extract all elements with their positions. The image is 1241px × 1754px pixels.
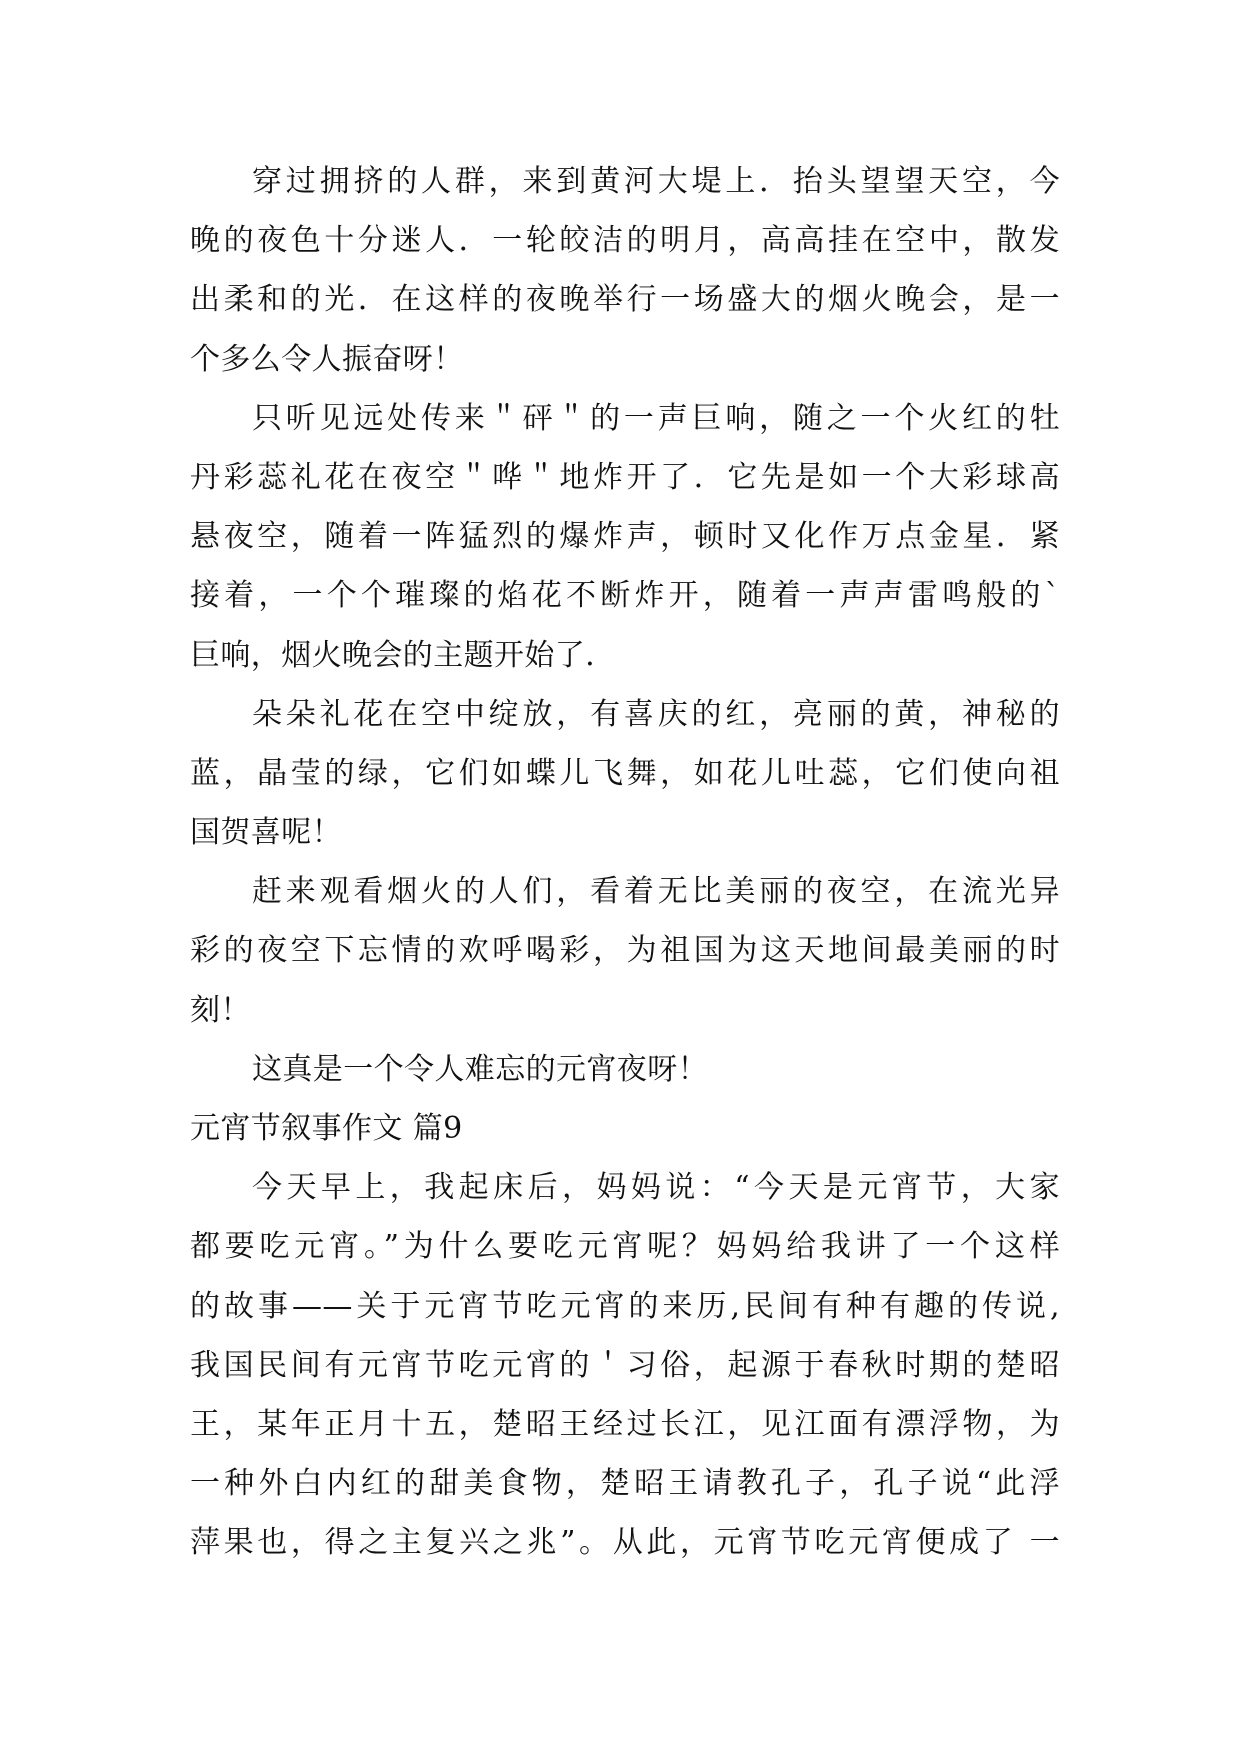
text-line: 国贺喜呢！ <box>190 815 342 851</box>
document-body <box>190 152 1060 1573</box>
text-line: 只听见远处传来＂砰＂的一声巨响，随之一个火红的牡 <box>252 400 1060 436</box>
text-line: 一种外白内红的甜美食物，楚昭王请教孔子，孔子说“此浮 <box>190 1466 1060 1502</box>
text-line: 穿过拥挤的人群，来到黄河大堤上．抬头望望天空，今 <box>252 164 1060 199</box>
text-line: 个多么令人振奋呀！ <box>190 341 464 377</box>
section-heading: 元宵节叙事作文 篇9 <box>190 1111 463 1146</box>
text-line: 朵朵礼花在空中绽放，有喜庆的红，亮丽的黄，神秘的 <box>252 696 1060 732</box>
text-line: 萍果也，得之主复兴之兆”。从此，元宵节吃元宵便成了 一 <box>190 1525 1060 1561</box>
text-line: 赶来观看烟火的人们，看着无比美丽的夜空，在流光异 <box>252 874 1060 910</box>
text-line: 丹彩蕊礼花在夜空＂哗＂地炸开了．它先是如一个大彩球高 <box>190 459 1060 495</box>
text-line: 接着，一个个璀璨的焰花不断炸开，随着一声声雷鸣般的` <box>190 578 1060 614</box>
text-line: 这真是一个令人难忘的元宵夜呀！ <box>252 1051 708 1087</box>
text-line: 都要吃元宵。”为什么要吃元宵呢？妈妈给我讲了一个这样 <box>190 1229 1060 1265</box>
text-line: 彩的夜空下忘情的欢呼喝彩，为祖国为这天地间最美丽的时 <box>190 933 1060 969</box>
text-line: 我国民间有元宵节吃元宵的＇习俗，起源于春秋时期的楚昭 <box>190 1347 1060 1383</box>
text-line: 刻！ <box>190 992 251 1028</box>
text-line: 蓝，晶莹的绿，它们如蝶儿飞舞，如花儿吐蕊，它们使向祖 <box>190 755 1060 791</box>
text-line: 晚的夜色十分迷人．一轮皎洁的明月，高高挂在空中，散发 <box>190 223 1060 259</box>
text-line: 出柔和的光．在这样的夜晚举行一场盛大的烟火晚会，是一 <box>190 282 1060 318</box>
text-line: 悬夜空，随着一阵猛烈的爆炸声，顿时又化作万点金星．紧 <box>190 519 1060 555</box>
text-line: 王，某年正月十五，楚昭王经过长江，见江面有漂浮物，为 <box>190 1406 1060 1442</box>
text-line: 巨响，烟火晚会的主题开始了． <box>190 637 616 673</box>
text-line: 的故事——关于元宵节吃元宵的来历,民间有种有趣的传说, <box>190 1288 1060 1324</box>
text-line: 今天早上，我起床后，妈妈说：“今天是元宵节，大家 <box>252 1170 1060 1206</box>
